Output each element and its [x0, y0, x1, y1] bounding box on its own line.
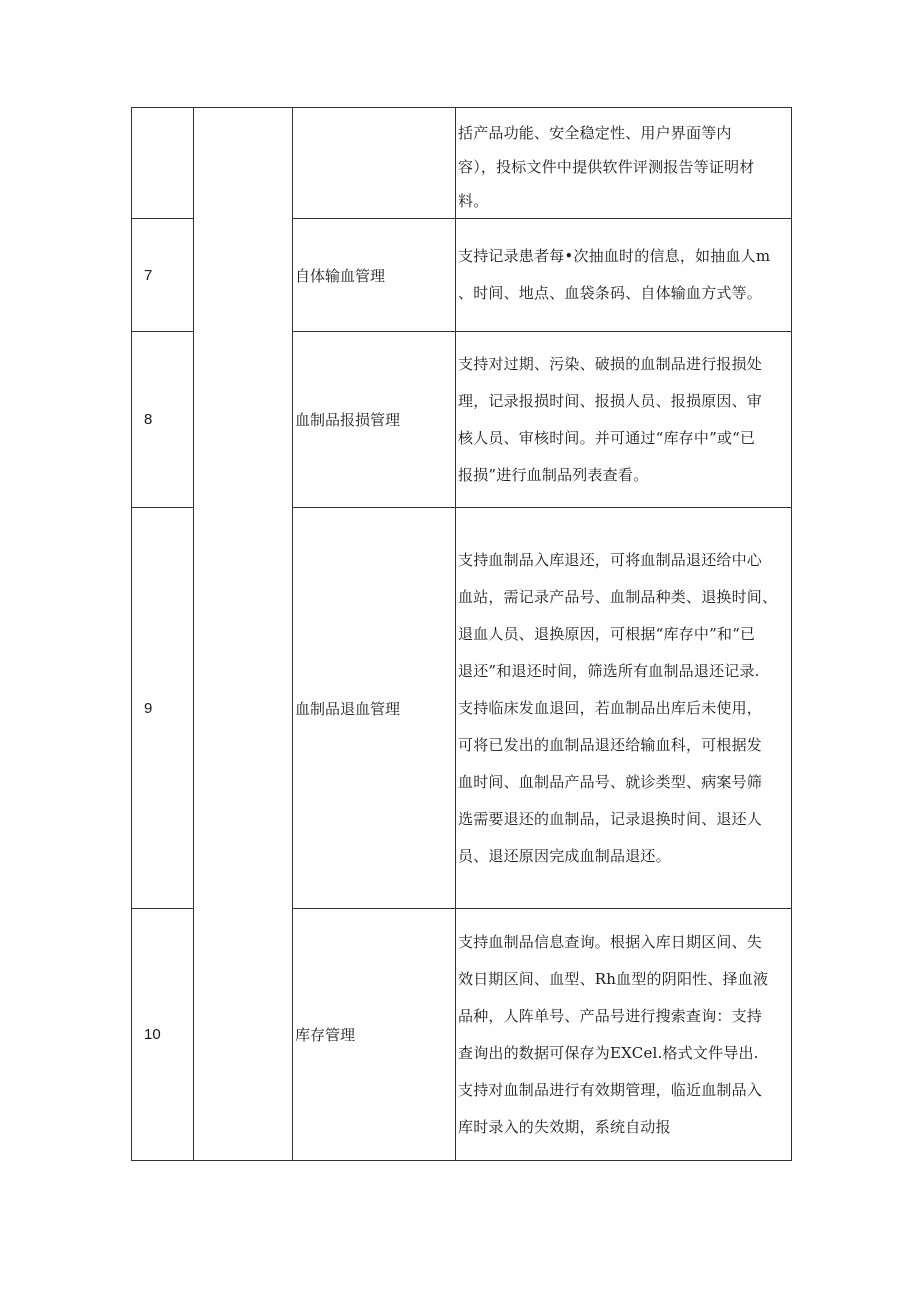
function-name: 自体输血管理: [293, 219, 456, 332]
row-number: 7: [132, 219, 194, 332]
function-name: 血制品报损管理: [293, 332, 456, 508]
function-name: [293, 108, 456, 219]
function-description: 括产品功能、安全稳定性、用户界面等内 容），投标文件中提供软件评测报告等证明材 料。: [456, 108, 792, 219]
row-number: 8: [132, 332, 194, 508]
category-cell: [194, 108, 293, 1161]
function-description: 支持记录患者每•次抽血时的信息，如抽血人m 、时间、地点、血袋条码、自体输血方式等。: [456, 219, 792, 332]
function-description: 支持血制品信息查询。根据入库日期区间、失 效日期区间、血型、Rh血型的阴阳性、择血液 品种，人阵单号、产品号进行搜索查询：支持 查询出的数据可保存为EXCel.格式文件导出. 支持对血制品进行有效期管理，临近血制品入 库时录入的失效期，系统自动报: [456, 909, 792, 1161]
function-name: 血制品退血管理: [293, 508, 456, 909]
function-name: 库存管理: [293, 909, 456, 1161]
requirements-table: [131, 107, 792, 1161]
table-row: [132, 108, 792, 219]
function-description: 支持对过期、污染、破损的血制品进行报损处 理，记录报损时间、报损人员、报损原因、审 核人员、审核时间。并可通过“库存中”或“已 报损”进行血制品列表查看。: [456, 332, 792, 508]
row-number: 10: [132, 909, 194, 1161]
function-description: 支持血制品入库退还，可将血制品退还给中心 血站，需记录产品号、血制品种类、退换时间、 退血人员、退换原因，可根据“库存中”和“已 退还”和退还时间，筛选所有血制品退还记录. 支持临床发血退回，若血制品出库后未使用， 可将已发出的血制品退还给输血科，可根据发 血时间、血制品产品号、就诊类型、病案号筛 选需要退还的血制品，记录退换时间、退还人 员、退还原因完成血制品退还。: [456, 508, 792, 909]
row-number: 9: [132, 508, 194, 909]
row-number: [132, 108, 194, 219]
